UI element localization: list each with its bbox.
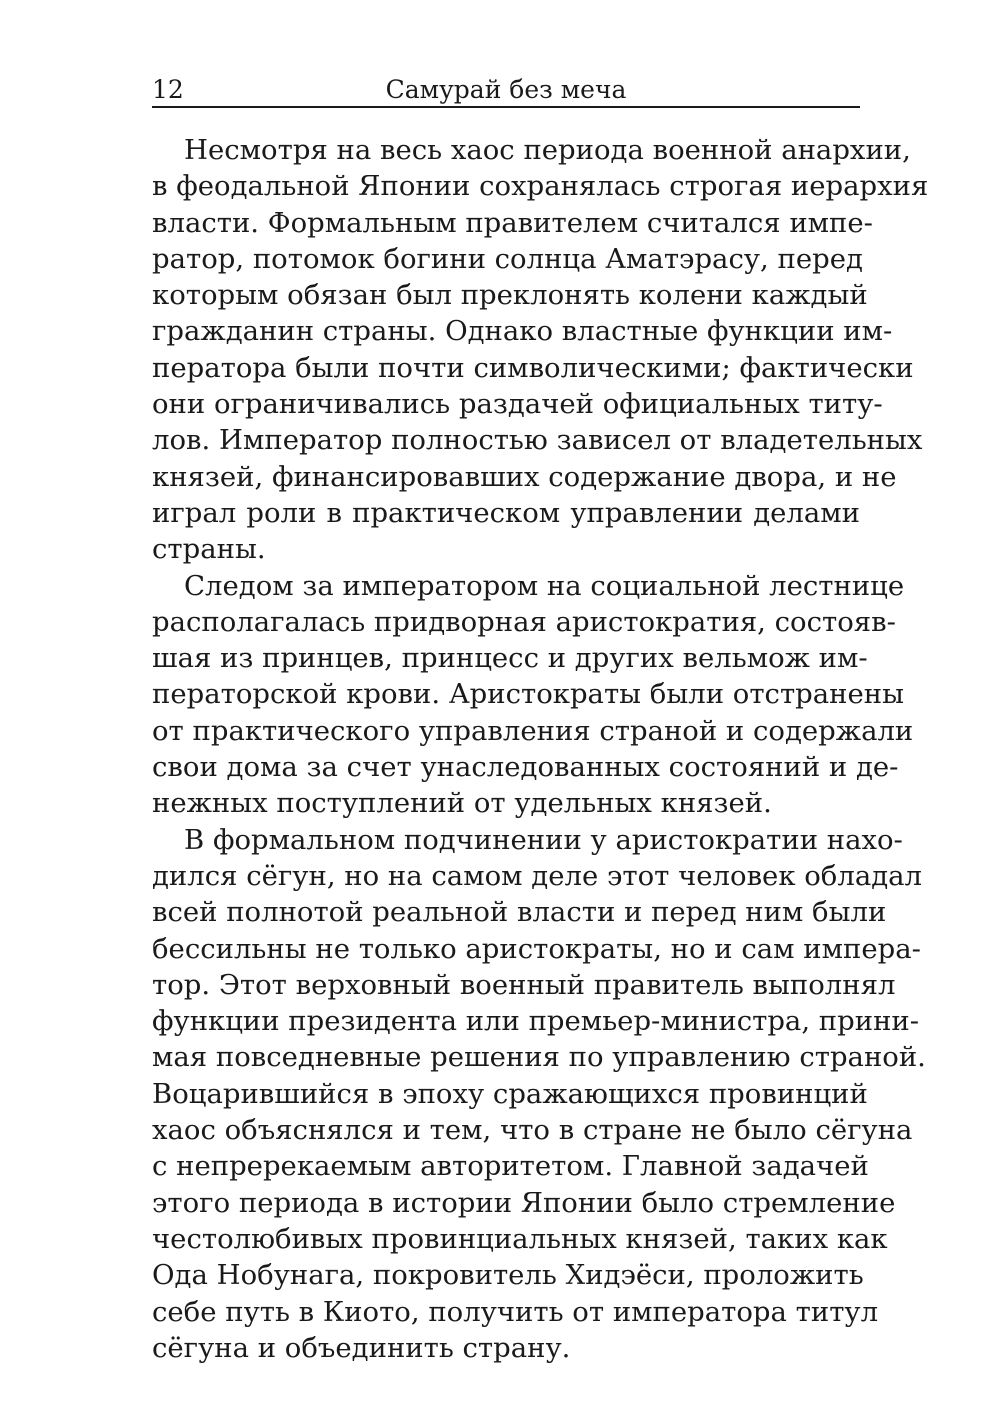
text-line: они ограничивались раздачей официальных титу- [152, 388, 883, 421]
text-line: свои дома за счет унаследованных состояний и де- [152, 751, 899, 784]
text-line: себе путь в Киото, получить от императора титул [152, 1295, 879, 1328]
body-text [152, 132, 929, 1366]
text-line: бессильны не только аристократы, но и сам импера- [152, 932, 921, 965]
paragraph-2 [152, 568, 914, 822]
text-line: Следом за императором на социальной лестнице [184, 569, 905, 602]
text-line: с непререкаемым авторитетом. Главной задачей [152, 1150, 869, 1183]
text-line: честолюбивых провинциальных князей, таких как [152, 1222, 888, 1255]
text-line: гражданин страны. Однако властные функции им- [152, 315, 893, 348]
text-line: шая из принцев, принцесс и других вельмож им- [152, 642, 868, 675]
page-number: 12 [152, 75, 184, 104]
text-line: нежных поступлений от удельных князей. [152, 787, 772, 820]
text-line: сёгуна и объединить страну. [152, 1331, 571, 1364]
running-head [152, 72, 860, 108]
text-line: от практического управления страной и содержали [152, 714, 914, 747]
book-title: Самурай без меча [385, 75, 627, 104]
text-line: Воцарившийся в эпоху сражающихся провинций [152, 1077, 868, 1110]
paragraph-3 [152, 822, 926, 1366]
text-line: тор. Этот верховный военный правитель выполнял [152, 968, 896, 1001]
text-line: Несмотря на весь хаос периода военной анархии, [184, 134, 911, 166]
text-line: в феодальной Японии сохранялась строгая иерархия [152, 170, 929, 203]
text-line: располагалась придворная аристократия, состояв- [152, 605, 896, 638]
text-line: ператора были почти символическими; фактически [152, 351, 914, 384]
text-line: страны. [152, 533, 266, 566]
text-line: которым обязан был преклонять колени каждый [152, 279, 868, 312]
text-line: лов. Император полностью зависел от владетельных [152, 424, 923, 457]
text-line: этого периода в истории Японии было стремление [152, 1186, 896, 1219]
text-line: ратор, потомок богини солнца Аматэрасу, перед [152, 242, 863, 275]
text-line: дился сёгун, но на самом деле этот человек обладал [152, 859, 923, 892]
text-line: мая повседневные решения по управлению страной. [152, 1041, 926, 1074]
text-line: играл роли в практическом управлении делами [152, 496, 860, 529]
text-line: власти. Формальным правителем считался импе- [152, 206, 873, 239]
text-line: хаос объяснялся и тем, что в стране не было сёгуна [152, 1114, 913, 1147]
text-line: ператорской крови. Аристократы были отстранены [152, 678, 904, 711]
text-line: всей полнотой реальной власти и перед ним были [152, 896, 887, 929]
text-line: В формальном подчинении у аристократии нахо- [184, 823, 903, 856]
text-line: функции президента или премьер-министра, прини- [152, 1005, 920, 1038]
paragraph-1 [152, 132, 929, 568]
text-line: Ода Нобунага, покровитель Хидэёси, проложить [152, 1259, 864, 1292]
text-line: князей, финансировавших содержание двора, и не [152, 460, 897, 493]
